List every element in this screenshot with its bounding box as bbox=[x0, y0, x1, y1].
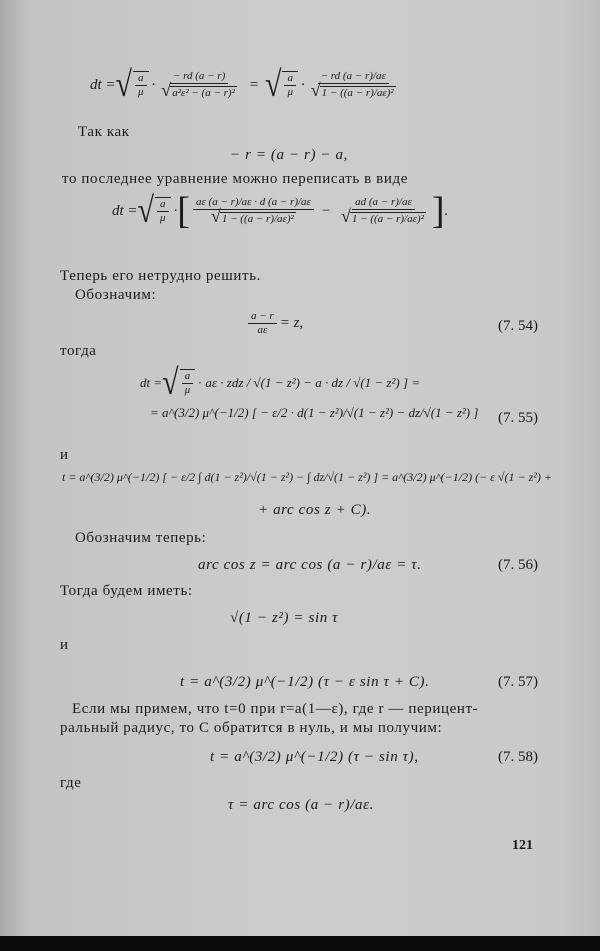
radical-sign: √ bbox=[115, 64, 133, 105]
paragraph-text: и bbox=[60, 637, 69, 653]
paragraph-text: тогда bbox=[60, 343, 97, 359]
paragraph-text: Тогда будем иметь: bbox=[60, 583, 193, 599]
math-text: a − r bbox=[248, 310, 277, 324]
page-number: 121 bbox=[512, 838, 533, 853]
equation-number: (7. 55) bbox=[498, 410, 538, 426]
paragraph-text: то последнее уравнение можно переписать в виде bbox=[62, 171, 408, 187]
paragraph-text: где bbox=[60, 775, 82, 791]
paragraph-text: Обозначим теперь: bbox=[75, 530, 207, 546]
fraction bbox=[338, 196, 429, 226]
radical-sign: √ bbox=[137, 190, 155, 231]
fraction bbox=[133, 71, 149, 99]
equation-t-integral bbox=[62, 470, 552, 485]
equation-7-58: t = a^(3/2) μ^(−1/2) (τ − sin τ), bbox=[210, 749, 419, 765]
equation-dt-1 bbox=[90, 64, 402, 105]
math-text: √1 − ((a − r)/aε)² bbox=[341, 206, 424, 226]
paragraph-text: ральный радиус, то C обратится в нуль, и мы получим: bbox=[60, 720, 443, 736]
math-text: 1 − ((a − r)/aε)² bbox=[321, 87, 394, 99]
fraction bbox=[158, 70, 240, 100]
math-text: − bbox=[320, 202, 332, 219]
math-text: μ bbox=[287, 86, 293, 98]
math-text: 1 − ((a − r)/aε)² bbox=[351, 213, 424, 225]
paragraph-text: Обозначим: bbox=[75, 287, 157, 303]
equation-7-54 bbox=[245, 310, 303, 337]
equation-t-integral-continued: + arc cos z + C). bbox=[258, 502, 372, 518]
equation-tau: τ = arc cos (a − r)/aε. bbox=[228, 797, 375, 813]
radical-sign: √ bbox=[265, 64, 282, 105]
math-text: √1 − ((a − r)/aε)² bbox=[210, 206, 294, 226]
math-text: · bbox=[151, 76, 156, 93]
fraction bbox=[155, 197, 171, 225]
math-text: μ bbox=[138, 86, 144, 98]
equation-7-57: t = a^(3/2) μ^(−1/2) (τ − ε sin τ + C). bbox=[180, 674, 430, 690]
math-text: dt = bbox=[140, 375, 163, 390]
math-text: − rd (a − r) bbox=[170, 70, 228, 84]
math-text: √1 − ((a − r)/aε)² bbox=[310, 80, 394, 100]
math-text: 1 − ((a − r)/aε)² bbox=[221, 213, 294, 225]
radical-sign: √ bbox=[162, 362, 179, 403]
math-text: · bbox=[301, 76, 305, 93]
paragraph-text: Теперь его нетрудно решить. bbox=[60, 268, 261, 284]
equation-number: (7. 54) bbox=[498, 318, 538, 334]
fraction bbox=[308, 70, 399, 100]
math-text: a bbox=[135, 72, 147, 86]
paragraph-text: Так как bbox=[78, 124, 130, 140]
math-text: μ bbox=[160, 212, 166, 224]
fraction bbox=[282, 71, 298, 99]
equation-number: (7. 56) bbox=[498, 557, 538, 573]
math-text: = z, bbox=[279, 315, 304, 331]
math-text: μ bbox=[184, 384, 191, 396]
math-text: aε bbox=[257, 324, 268, 336]
equation-dt-2: dt = √ $\frac{a}{\mu}$ · [ $\frac{a\varepsilon (a - r)/a\varepsilon \cdot d (a - r)/a\varepsilon}{\text{√1 − ((a − r)/aε)²}}$ − $\frac{ad (a - r)/a\varepsilon}{\text{√1 − ((a − r)/aε)²}}$ ] . bbox=[112, 190, 449, 232]
math-text: aε · zdz / √(1 − z²) − a · dz / √(1 − z²) ] = bbox=[205, 375, 421, 390]
equation-7-55 bbox=[150, 405, 478, 421]
math-text: a²ε² − (a − r)² bbox=[172, 87, 235, 99]
math-text: a bbox=[157, 198, 169, 212]
math-text: dt = bbox=[90, 76, 116, 93]
equation-number: (7. 58) bbox=[498, 749, 538, 765]
equation-7-56: arc cos z = arc cos (a − r)/aε = τ. bbox=[198, 557, 422, 573]
math-text: t = a^(3/2) μ^(−1/2) [ − ε/2 ∫ d(1 − z²)/√(1 − z²) − ∫ dz/√(1 − z²) ] = a^(3/2) μ^(−1/2) (− ε √(1 − z²) + bbox=[62, 470, 552, 484]
math-text: a bbox=[182, 370, 194, 384]
math-text: a bbox=[284, 72, 296, 86]
math-text: aε (a − r)/aε · d (a − r)/aε bbox=[193, 196, 314, 210]
fraction bbox=[180, 369, 196, 397]
equation-number: (7. 57) bbox=[498, 674, 538, 690]
math-text: − rd (a − r)/aε bbox=[318, 70, 389, 84]
math-text: = a^(3/2) μ^(−1/2) [ − ε/2 · d(1 − z²)/√(1 − z²) − dz/√(1 − z²) ] bbox=[150, 405, 479, 420]
paragraph-text: Если мы примем, что t=0 при r=a(1—ε), где r — перицент- bbox=[72, 701, 479, 717]
math-text: · bbox=[173, 202, 178, 219]
fraction bbox=[193, 196, 314, 226]
equation-minus-r: − r = (a − r) − a, bbox=[230, 147, 348, 163]
equation-dt-z bbox=[140, 362, 421, 403]
math-text: dt = bbox=[112, 202, 138, 219]
equation-sqrt-sin: √(1 − z²) = sin τ bbox=[230, 610, 339, 626]
fraction bbox=[248, 310, 277, 337]
scan-border bbox=[0, 936, 600, 951]
math-text: = bbox=[248, 76, 259, 93]
math-text: √a²ε² − (a − r)² bbox=[161, 80, 235, 100]
math-text: · bbox=[198, 375, 202, 390]
paragraph-text: и bbox=[60, 447, 69, 463]
math-text: ad (a − r)/aε bbox=[352, 196, 415, 210]
